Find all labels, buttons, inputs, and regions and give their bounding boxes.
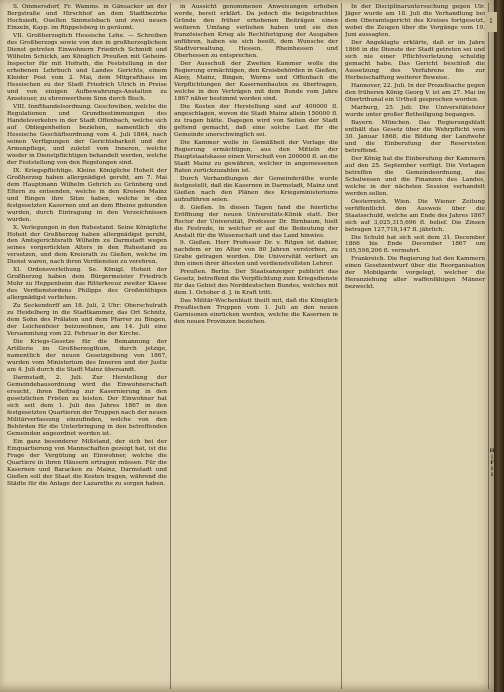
article-paragraph: Bayern. München. Das Regierungsblatt enthält das Gesetz über die Wehrpflicht vom 30. Januar 1868, die Bildung der Landwehr und die Einberufung der Reservisten betreffend. — [345, 119, 485, 154]
article-paragraph: 8. Gießen. In diesen Tagen fand die feierliche Eröffnung der neuen Universitäts-Klinik statt. Der Rector der Universität, Professor Dr. Birnbaum, hielt die Festrede, in welcher er auf die Bedeutung der Anstalt für die Wissenschaft und das Land hinwies. — [174, 204, 338, 239]
text-column-left — [7, 4, 167, 688]
article-paragraph: X. Verlegungen in den Ruhestand. Seine Königliche Hoheit der Großherzog haben allergnädigst geruht, den Amtsgerichtsrath Wilhelm zu Darmstadt wegen seines vorgerückten Alters in den Ruhestand zu versetzen, und dem Kreisrath zu Gießen, welche im Dienst waren, nach ihren Verdiensten zu verehren. — [7, 224, 167, 266]
column-rule — [488, 3, 489, 689]
corner-tab: 1 — [485, 12, 497, 32]
article-paragraph: S. Ommersdorf, Fr. Wamms. in Gänsacker an der Bergstraße und Hirschhof an dem Stadtbezirke Hochsiedt, Ouellen Simmelsbach und zwei neuen Einzeln, Kayp. im Rüppelsberg in geräumt. — [7, 4, 167, 31]
article-paragraph: In der Disciplinaruntersuchung gegen Ulr. Jäger wurde am 18. Juli die Verhandlung bei dem Oberamtsgericht des Kreises fortgesetzt, wobei die Zeugen über die Vorgänge vom 19. Juni aussagten. — [345, 4, 485, 38]
page-edge-shadow — [494, 0, 504, 692]
margin-mark-glyph: | — [491, 454, 493, 460]
text-column-right — [345, 4, 485, 688]
article-paragraph: XI. Ordensverleihung. Se. Königl. Hoheit der Großherzog haben dem Bürgermeister Friedrich Mohr zu Heppenheim das Ritterkreuz zweiter Klasse des Verdienstordens Philipps des Großmüthigen allergnädigst verliehen. — [7, 267, 167, 302]
article-paragraph: Durch Verhandlungen der Gemeinderäthe wurde festgestellt, daß die Kasernen in Darmstadt, Mainz und Gießen nach den Plänen des Kriegsministeriums aufzuführen seien. — [174, 175, 338, 203]
article-paragraph: 9. Gießen. Herr Professor Dr. v. Ritgen ist dahier, nachdem er im Alter von 80 Jahren verstorben, zu Grabe getragen worden. Die Universität verliert an ihm einen ihrer ältesten und verdienstvollsten Lehrer. — [174, 240, 338, 268]
text-column-middle — [174, 4, 338, 688]
margin-mark-glyph: F — [490, 460, 494, 466]
article-paragraph: Der Angeklagte erklärte, daß er im Jahre 1866 in die Dienste der Stadt getreten sei und sich nie einer Pflichtverletzung schuldig gemacht habe. Das Gericht beschloß die Aussetzung des Verfahrens bis zur Herbeischaffung weiterer Beweise. — [345, 39, 485, 81]
article-paragraph: Hannover, 22. Juli. In der Prozeßsache gegen den früheren König Georg V. ist am 27. Mai im Obertribunal ein Urtheil gesprochen worden. — [345, 82, 485, 103]
margin-clipping-mark — [487, 448, 494, 478]
article-paragraph: Die Kammer wolle in Gemäßheit der Vorlage die Regierung ermächtigen, aus den Mitteln der Hauptstaatskasse einen Vorschuß von 200000 fl. an die Stadt Mainz zu gewähren, welcher in angemessenen Raten zurückzuzahlen ist. — [174, 139, 338, 174]
article-paragraph: Die Kosten der Herstellung sind auf 400000 fl. angeschlagen, wovon die Stadt Mainz allein 150000 fl. zu tragen hätte. Dagegen wird von Seiten der Stadt geltend gemacht, daß eine solche Last für die Gemeinde unerschwinglich sei. — [174, 103, 338, 138]
article-paragraph: Die Kriegs-Gesetze für die Bemannung der Artillerie im Großherzogthum, durch jetzige, namentlich der neuen Gesetzgebung von 1867, wurden vom Ministerium des Inneren und der Justiz am 4. Juli durch die Stadt Mainz übersandt. — [7, 339, 167, 374]
article-paragraph: VII. Großherzoglich Hessische Lehe. — Schreiben des Großherzogs sowie von den in großherzoglichem Dienst getreten Einwohnern Friedrich Schmidt und Wilhelm Schickh, am Königlich Preußen mit Geheim-Inspector für mit Hofrath, die Feststellung in der erhobenen Lehrbuch und Landes Gerichts, einem Kleider Post vom 2. Mai, dem Mitgrafthaus im Hessischen zu der Stadt Friedrich Ulrich in Preise und von einigen Aufbewahrungs-Anstalten zu Anssteuer, zu ehrenwerthem Sinn durch Bisch. — [7, 32, 167, 102]
article-paragraph: Darmstadt, 2. Juli. Zur Herstellung der Gemeindehausordnung wird die Einwohnerschaft ersucht, ihren Beitrag zur Kasernierung in den gesetzlichen Fristen zu leisten. Der Einwohner hat sich seit dem 1. Juli des Jahres 1867 in den festgesetzten Quartieren der Truppen nach der neuen Militärverfassung einzufinden, welche von den Behörden für die Unterbringung in den betreffenden Gemeinden angeordnet worden ist. — [7, 375, 167, 438]
article-paragraph: Zu Seckendorff am 18. Juli, 2 Uhr: Oberschulrath zu Heidelberg in die Stadtkammer, das Ort Schnitz, dem Sohn des Prälaten und dem Pfarrer zu Bingen, der Leichenfeier beizuwohnen, am 14. Juli eine Versammlung vom 22. Februar in der Kirche. — [7, 303, 167, 338]
column-rule — [170, 3, 171, 689]
article-paragraph: Der König hat die Einberufung der Kammern auf den 25. September verfügt. Die Vorlagen betreffen die Gemeindeordnung, das Schulwesen und die Finanzen des Landes, welche in der nächsten Session verhandelt werden sollen. — [345, 155, 485, 197]
article-paragraph: Der Ausschuß der Zweiten Kammer wolle die Regierung ermächtigen, den Kreisbehörden in Gießen, Alzey, Mainz, Bingen, Worms und Offenbach die Verpflichtungen der Kasernenbauten zu übertragen, welche in den Verträgen mit dem Bunde vom Jahre 1867 näher bestimmt worden sind. — [174, 60, 338, 102]
article-paragraph: Preußen. Berlin. Der Staatsanzeiger publicirt das Gesetz, betreffend die Verpflichtung zum Kriegsdienste für das Gebiet des Norddeutschen Bundes, welches mit dem 1. October d. J. in Kraft tritt. — [174, 269, 338, 297]
article-paragraph: Oesterreich. Wien. Die Wiener Zeitung veröffentlicht den Ausweis über die Staatsschuld, welche am Ende des Jahres 1867 sich auf 3,025,315,696 fl. belief. Die Zinsen betragen 127,718,147 fl. jährlich. — [345, 198, 485, 233]
margin-mark-glyph: H — [489, 448, 494, 454]
article-paragraph: VIII. Innfthandelsordnung. Geschreiben, welche die Regulationen und Grundbestimmungen des Handelsverkehrs in der Stadt Offenbach, welche sich auf Obliegenheiten beziehen, namentlich die Hessische Geschäftsordnung vom 4. Juli 1864, nach seinen Verfügungen der Gerichtsbarkeit und der Armenpflege, und zuletzt vom Inneren, welche wieder in Dienstpflichtigen behandelt werden, welche der Feststellung von den Regelungen sind. — [7, 103, 167, 166]
margin-mark-glyph: i — [491, 466, 493, 472]
article-paragraph: Frankreich. Die Regierung hat den Kammern einen Gesetzentwurf über die Reorganisation der Mobilgarde vorgelegt, welcher die Heranziehung aller waffenfähigen Männer bezweckt. — [345, 256, 485, 291]
article-paragraph: Die Schuld hat sich seit dem 31. December 1866 bis Ende December 1867 um 105,598,206 fl. vermehrt. — [345, 234, 485, 255]
article-paragraph: Marburg, 25. Juli. Die Universitätsfeier wurde unter großer Betheiligung begangen. — [345, 104, 485, 118]
article-paragraph: in Aussicht genommenen Anweisungen erhoben werde, bereit erklärt. Da jedoch die beigebrachten Gründe den früher erhobenen Beiträgen einen weiteren Umfang verliehen haben und sie den französischen Krieg als Rechtfertigung der Ausgaben anführen, haben sie sich beeilt, dem Wunsche der Stadtverwaltung, Hessen, Rheinhessen und Oberhessen zu entsprechen. — [174, 4, 338, 59]
article-paragraph: Ein ganz besonderer Mißstand, der sich bei der Einquartierung von Mannschaften gezeigt hat, ist die Frage der Vergütung an Einwohner, welche die Quartiere in ihren Häusern ertragen müssen. Für die Kasernen und Baracken zu Mainz, Darmstadt und Gießen soll der Staat die Kosten tragen, während die Städte für die Anlage der Lazarethe zu sorgen haben. — [7, 439, 167, 487]
article-paragraph: IX. Kriegspflichtige. Kleine Königliche Hoheit der Großherzog haben allergnädigst geruht, am 7. Mai dem Hauptmann Wilhelm Gehrich zu Grünberg und Eltern zu entsenden, welche in den Kreisen Mainz und Bingen ihre Sitze haben, welche in den festgesetzten Kasernen und an dem Rheine gebunden wurden, durch Eintragung in den Verzeichnissen wurden. — [7, 167, 167, 223]
column-rule — [341, 3, 342, 689]
margin-mark-glyph: l — [491, 472, 493, 478]
article-paragraph: Das Militär-Wochenblatt theilt mit, daß die Königlich Preußischen Truppen vom 1. Juli an den neuen Garnisonen einrücken werden, welche die Kasernen in den neuen Provinzen beziehen. — [174, 298, 338, 326]
